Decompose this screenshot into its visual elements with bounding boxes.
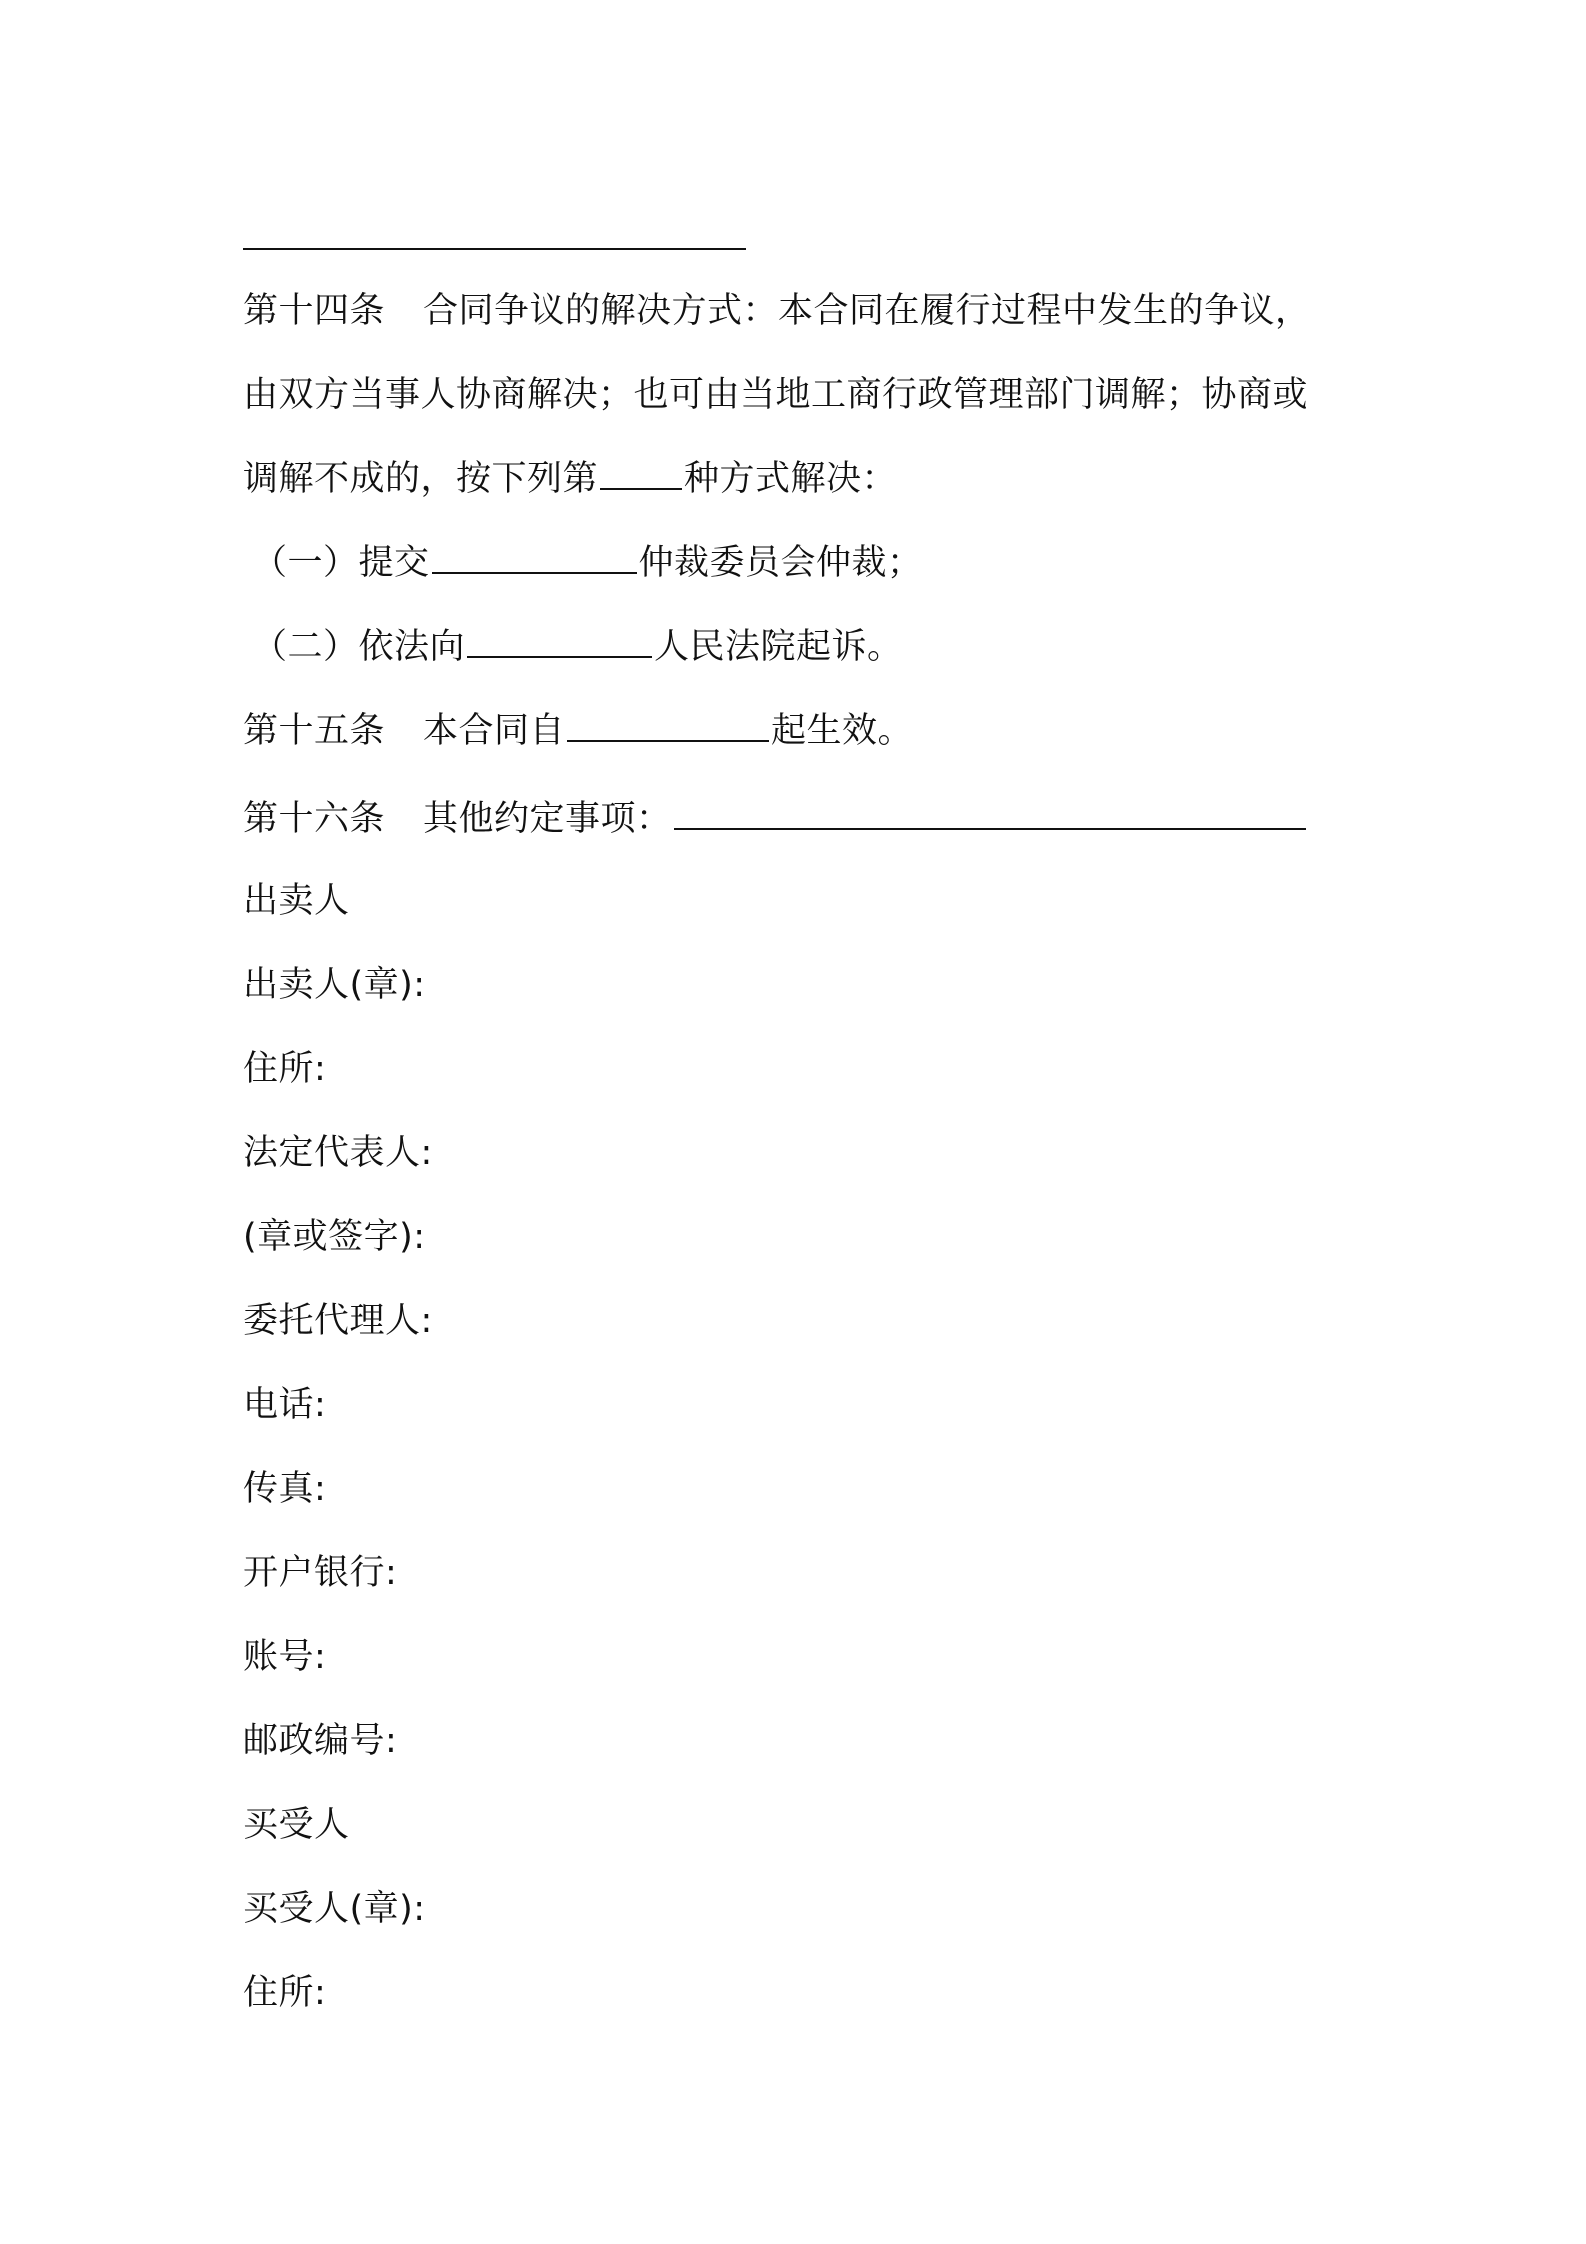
- article-14-line-1: [243, 288, 1311, 334]
- option-1-text-b: 仲裁委员会仲裁；: [638, 543, 923, 583]
- article-15-text-a: 本合同自: [423, 711, 566, 751]
- option-1-text-a: （一）提交: [252, 543, 430, 583]
- article-15-number: 第十五条: [243, 711, 386, 751]
- article-16-number: 第十六条: [243, 799, 386, 839]
- seller-legal-rep-field: 法定代表人:: [243, 1133, 433, 1173]
- effective-date-blank[interactable]: [567, 708, 769, 742]
- court-blank[interactable]: [467, 624, 652, 658]
- seller-agent-field: 委托代理人:: [243, 1301, 433, 1341]
- option-2-text-a: （二）依法向: [252, 627, 466, 667]
- seller-postcode-field: 邮政编号:: [243, 1721, 398, 1761]
- article-16-line: [243, 796, 1308, 842]
- seller-seal-field: 出卖人(章):: [243, 965, 426, 1005]
- option-2-text-b: 人民法院起诉。: [654, 627, 903, 667]
- option-2-line: [252, 624, 903, 670]
- article-14-line-2: [243, 372, 1308, 418]
- seller-fax-field: 传真:: [243, 1469, 327, 1509]
- arbitration-commission-blank[interactable]: [432, 540, 637, 574]
- signature-blank-line: [243, 248, 746, 250]
- article-16-text: 其他约定事项：: [423, 799, 672, 839]
- article-14-line-3: [243, 456, 897, 502]
- seller-bank-field: 开户银行:: [243, 1553, 398, 1593]
- article-14-text-2: 由双方当事人协商解决；也可由当地工商行政管理部门调解；协商或: [243, 375, 1309, 415]
- article-14-number: 第十四条: [243, 291, 386, 331]
- article-15-text-b: 起生效。: [771, 711, 914, 751]
- article-14-text-3a: 调解不成的，按下列第: [243, 459, 599, 499]
- seller-signature-field: (章或签字):: [243, 1217, 426, 1257]
- article-14-text-1: 合同争议的解决方式：本合同在履行过程中发生的争议，: [423, 291, 1311, 331]
- method-number-blank[interactable]: [600, 456, 682, 490]
- other-matters-blank[interactable]: [674, 796, 1306, 830]
- buyer-seal-field: 买受人(章):: [243, 1889, 426, 1929]
- seller-address-field: 住所:: [243, 1049, 327, 1089]
- buyer-heading: 买受人: [243, 1805, 350, 1845]
- buyer-address-field: 住所:: [243, 1973, 327, 2013]
- seller-account-field: 账号:: [243, 1637, 327, 1677]
- seller-phone-field: 电话:: [243, 1385, 327, 1425]
- article-15-line: [243, 708, 913, 754]
- article-14-text-3b: 种方式解决：: [684, 459, 898, 499]
- option-1-line: [252, 540, 923, 586]
- seller-heading: 出卖人: [243, 881, 350, 921]
